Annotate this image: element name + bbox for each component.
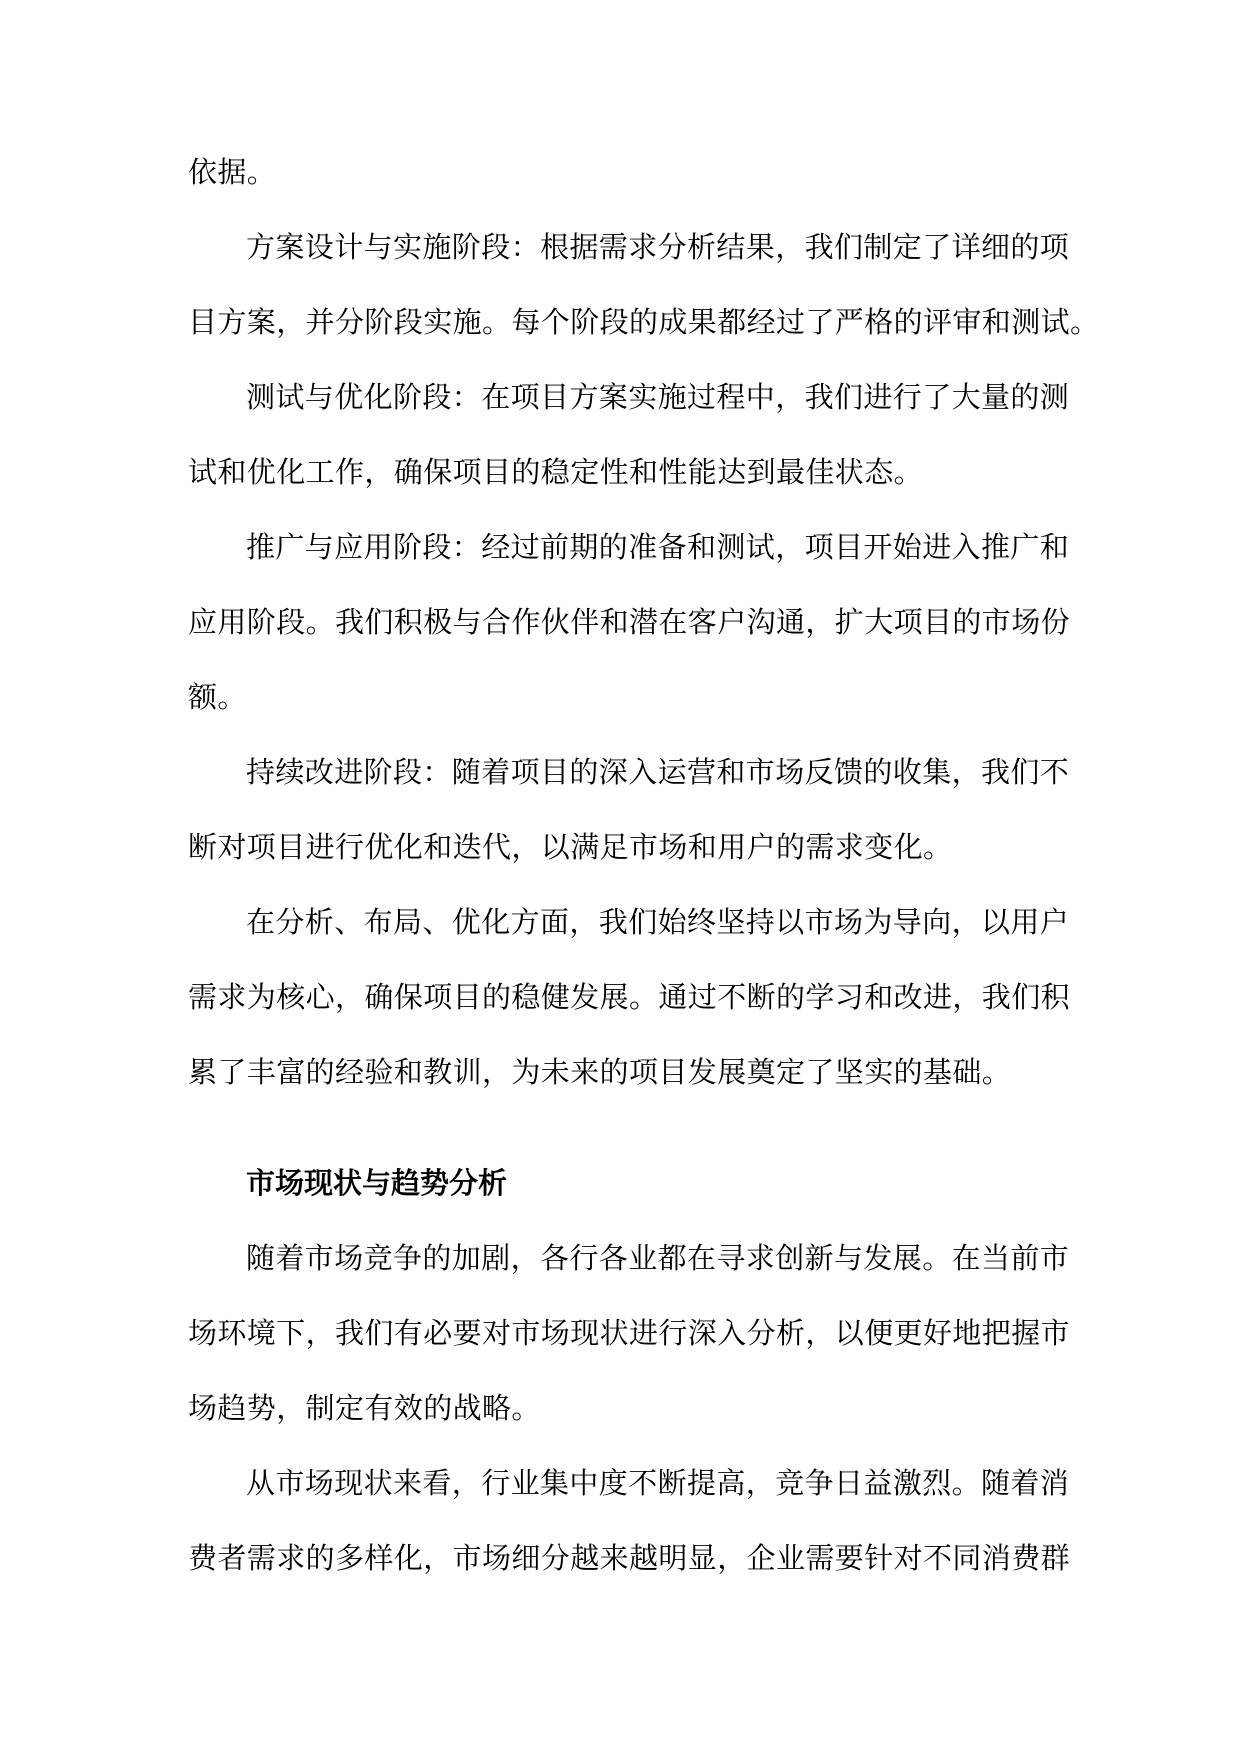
paragraph-line: 目方案，并分阶段实施。每个阶段的成果都经过了严格的评审和测试。	[188, 305, 1100, 339]
paragraph-line: 费者需求的多样化，市场细分越来越明显，企业需要针对不同消费群	[188, 1541, 1071, 1575]
paragraph-line: 持续改进阶段：随着项目的深入运营和市场反馈的收集，我们不	[246, 755, 1070, 789]
paragraph-line: 推广与应用阶段：经过前期的准备和测试，项目开始进入推广和	[246, 530, 1070, 564]
paragraph-line: 场环境下，我们有必要对市场现状进行深入分析，以便更好地把握市	[188, 1316, 1071, 1350]
paragraph-line: 方案设计与实施阶段：根据需求分析结果，我们制定了详细的项	[246, 230, 1070, 264]
paragraph-line: 在分析、布局、优化方面，我们始终坚持以市场为导向，以用户	[246, 905, 1070, 939]
paragraph-line: 断对项目进行优化和迭代，以满足市场和用户的需求变化。	[188, 830, 953, 864]
paragraph-line: 额。	[188, 680, 247, 714]
section-heading: 市场现状与趋势分析	[246, 1166, 508, 1200]
paragraph-line: 应用阶段。我们积极与合作伙伴和潜在客户沟通，扩大项目的市场份	[188, 605, 1071, 639]
paragraph-line: 依据。	[188, 155, 277, 189]
paragraph-line: 累了丰富的经验和教训，为未来的项目发展奠定了坚实的基础。	[188, 1055, 1012, 1089]
paragraph-line: 随着市场竞争的加剧，各行各业都在寻求创新与发展。在当前市	[246, 1241, 1070, 1275]
paragraph-line: 场趋势，制定有效的战略。	[188, 1391, 541, 1425]
paragraph-line: 需求为核心，确保项目的稳健发展。通过不断的学习和改进，我们积	[188, 980, 1071, 1014]
paragraph-line: 试和优化工作，确保项目的稳定性和性能达到最佳状态。	[188, 455, 924, 489]
paragraph-line: 测试与优化阶段：在项目方案实施过程中，我们进行了大量的测	[246, 380, 1070, 414]
paragraph-line: 从市场现状来看，行业集中度不断提高，竞争日益激烈。随着消	[246, 1466, 1070, 1500]
